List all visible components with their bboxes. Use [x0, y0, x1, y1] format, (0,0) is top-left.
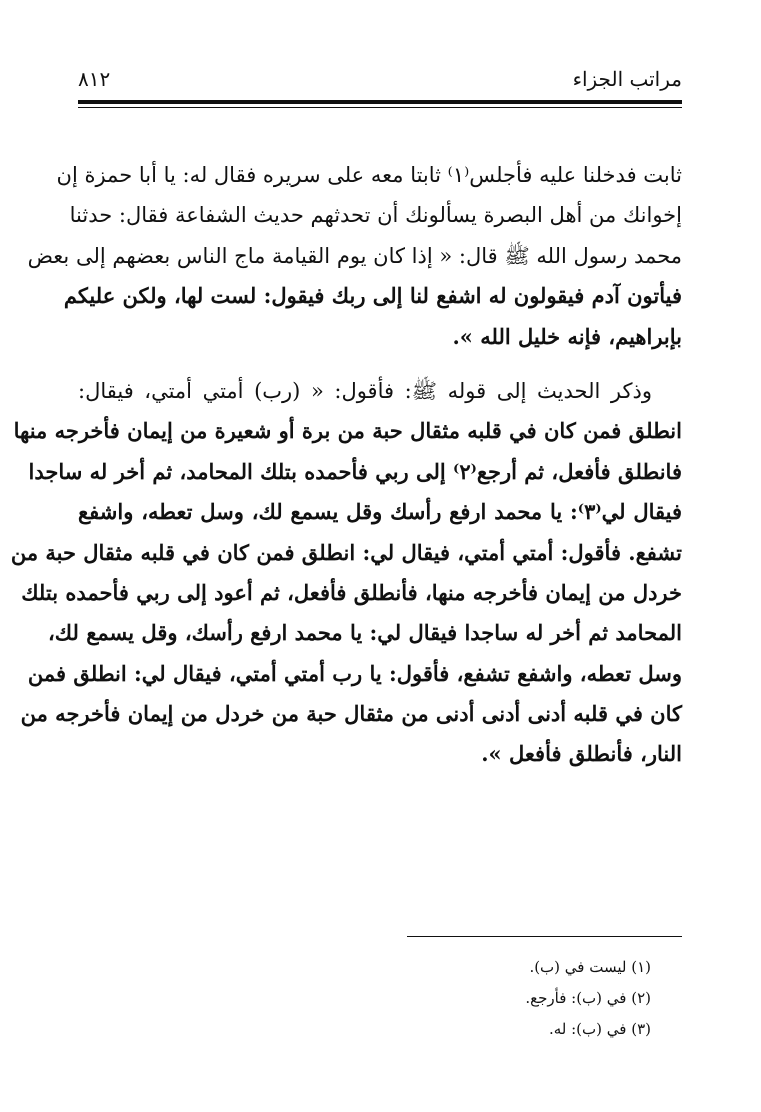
body-text [10, 155, 682, 775]
header-rule-thick [78, 100, 682, 104]
footnote-item: (٣) في (ب): له. [548, 1020, 651, 1038]
footnotes [251, 952, 651, 1045]
text-line: المحامد ثم أخر له ساجدا فيقال لي: يا محمد ارفع رأسك، وقل يسمع لك، [48, 620, 682, 646]
footnote-item: (١) ليست في (ب). [529, 958, 651, 976]
text-line: إخوانك من أهل البصرة يسألونك أن تحدثهم حديث الشفاعة فقال: حدثنا [69, 203, 682, 228]
text-line: وسل تعطه، واشفع تشفع، فأقول: يا رب أمتي أمتي، فيقال لي: انطلق فمن [27, 660, 682, 686]
text-line: ثابت فدخلنا عليه فأجلس⁽١⁾ ثابتا معه على سريره فقال له: يا أبا حمزة إن [56, 163, 682, 187]
text-line: وذكر الحديث إلى قوله ﷺ: فأقول: « (رب) أمتي أمتي، فيقال: [78, 378, 652, 403]
text-line: انطلق فمن كان في قلبه مثقال حبة من برة أو شعيرة من إيمان فأخرجه منها [13, 418, 682, 444]
running-title: مراتب الجزاء [572, 67, 682, 91]
text-line: بإبراهيم، فإنه خليل الله ». [452, 323, 682, 349]
text-line: فانطلق فأفعل، ثم أرجع⁽٢⁾ إلى ربي فأحمده بتلك المحامد، ثم أخر له ساجدا [28, 458, 682, 484]
header-rule-thin [78, 107, 682, 108]
paragraph-gap [78, 357, 682, 371]
text-line: محمد رسول الله ﷺ قال: « إذا كان يوم القيامة ماج الناس بعضهم إلى بعض [27, 243, 682, 268]
page-header [78, 66, 682, 94]
text-line: فيقال لي⁽٣⁾: يا محمد ارفع رأسك وقل يسمع لك، وسل تعطه، واشفع [78, 499, 682, 525]
text-line: النار، فأنطلق فأفعل ». [481, 741, 682, 767]
page-number: ٨١٢ [78, 67, 111, 91]
text-line: خردل من إيمان فأخرجه منها، فأنطلق فأفعل، ثم أعود إلى ربي فأحمده بتلك [21, 579, 682, 605]
text-line: تشفع. فأقول: أمتي أمتي، فيقال لي: انطلق فمن كان في قلبه مثقال حبة من [10, 539, 682, 565]
text-line: فيأتون آدم فيقولون له اشفع لنا إلى ربك فيقول: لست لها، ولكن عليكم [63, 283, 682, 309]
text-line: كان في قلبه أدنى أدنى أدنى من مثقال حبة من خردل من إيمان فأخرجه من [20, 701, 682, 727]
footnote-rule [407, 936, 682, 937]
footnote-item: (٢) في (ب): فأرجع. [525, 989, 651, 1007]
